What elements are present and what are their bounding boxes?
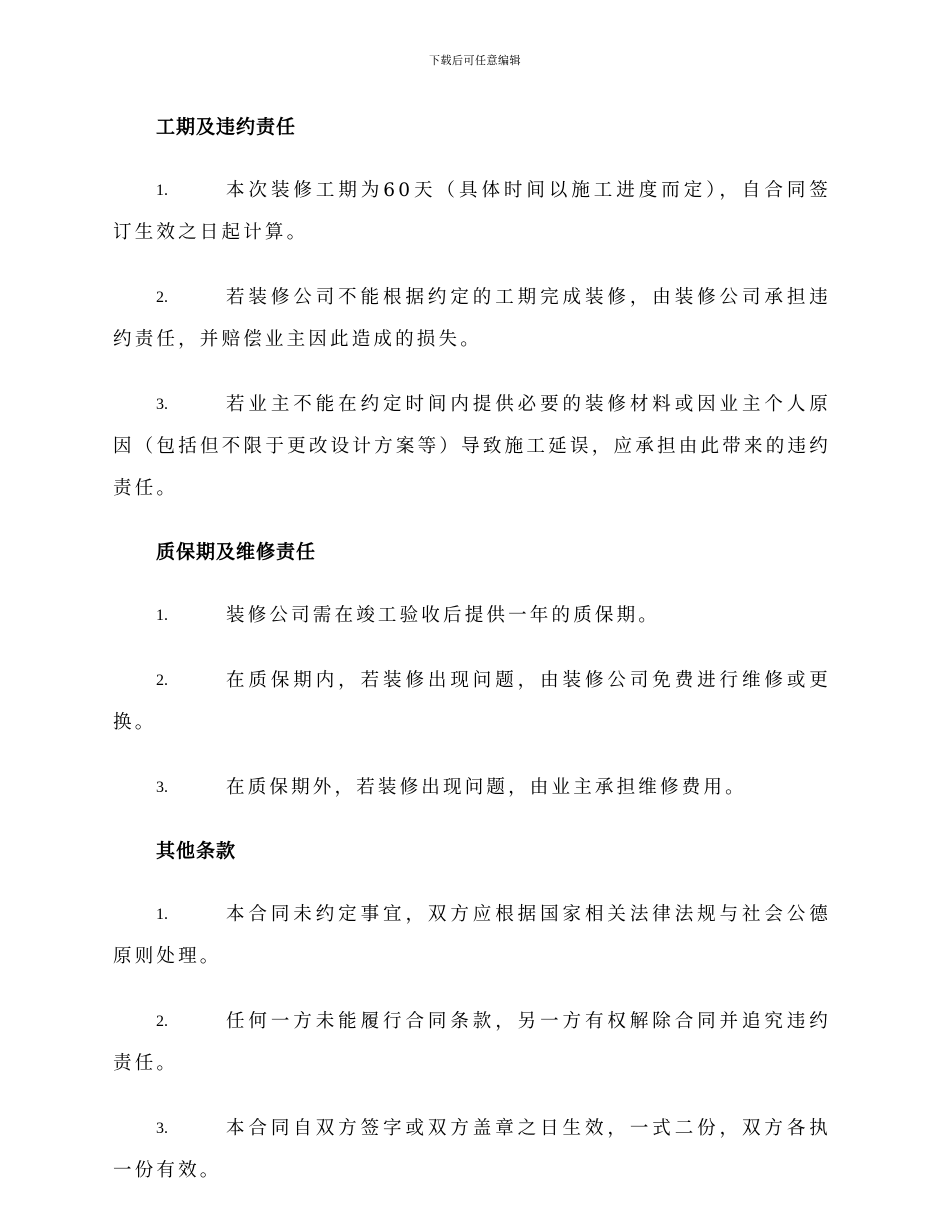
clause	[113, 277, 831, 361]
clause-text: 任何一方未能履行合同条款，另一方有权解除合同并追究违约责任。	[113, 1011, 831, 1074]
clause-number: 2.	[156, 672, 168, 689]
document-body	[113, 108, 831, 1215]
clause	[113, 660, 831, 744]
clause-number: 1.	[156, 182, 168, 199]
clause-number: 1.	[156, 607, 168, 624]
clause-text: 装修公司需在竣工验收后提供一年的质保期。	[226, 605, 661, 626]
clause-number: 2.	[156, 1013, 168, 1030]
section-schedule-liability	[113, 108, 831, 510]
clause	[113, 384, 831, 510]
clause-text: 若装修公司不能根据约定的工期完成装修，由装修公司承担违约责任，并赔偿业主因此造成的损失。	[113, 287, 831, 350]
clause-number: 1.	[156, 906, 168, 923]
clause-text: 本次装修工期为60天（具体时间以施工进度而定），自合同签订生效之日起计算。	[113, 180, 831, 243]
clause-text: 本合同自双方签字或双方盖章之日生效，一式二份，双方各执一份有效。	[113, 1118, 831, 1181]
section-warranty-maintenance	[113, 533, 831, 809]
clause	[113, 1108, 831, 1192]
clause-text: 在质保期外，若装修出现问题，由业主承担维修费用。	[226, 777, 747, 798]
clause	[113, 767, 831, 809]
clause-number: 3.	[156, 396, 168, 413]
clause-text: 在质保期内，若装修出现问题，由装修公司免费进行维修或更换。	[113, 670, 831, 733]
clause	[113, 894, 831, 978]
clause	[113, 170, 831, 254]
clause	[113, 1001, 831, 1085]
clause-number: 3.	[156, 779, 168, 796]
section-other-terms	[113, 832, 831, 1192]
clause-text: 若业主不能在约定时间内提供必要的装修材料或因业主个人原因（包括但不限于更改设计方案等）导致施工延误，应承担由此带来的违约责任。	[113, 394, 831, 499]
clause-text: 本合同未约定事宜，双方应根据国家相关法律法规与社会公德原则处理。	[113, 904, 831, 967]
clause-number: 3.	[156, 1120, 168, 1137]
section-title: 工期及违约责任	[156, 116, 297, 138]
header-note: 下载后可任意编辑	[429, 54, 521, 67]
section-title: 质保期及维修责任	[156, 541, 317, 563]
section-title: 其他条款	[156, 840, 237, 862]
clause-number: 2.	[156, 289, 168, 306]
clause	[113, 595, 831, 637]
